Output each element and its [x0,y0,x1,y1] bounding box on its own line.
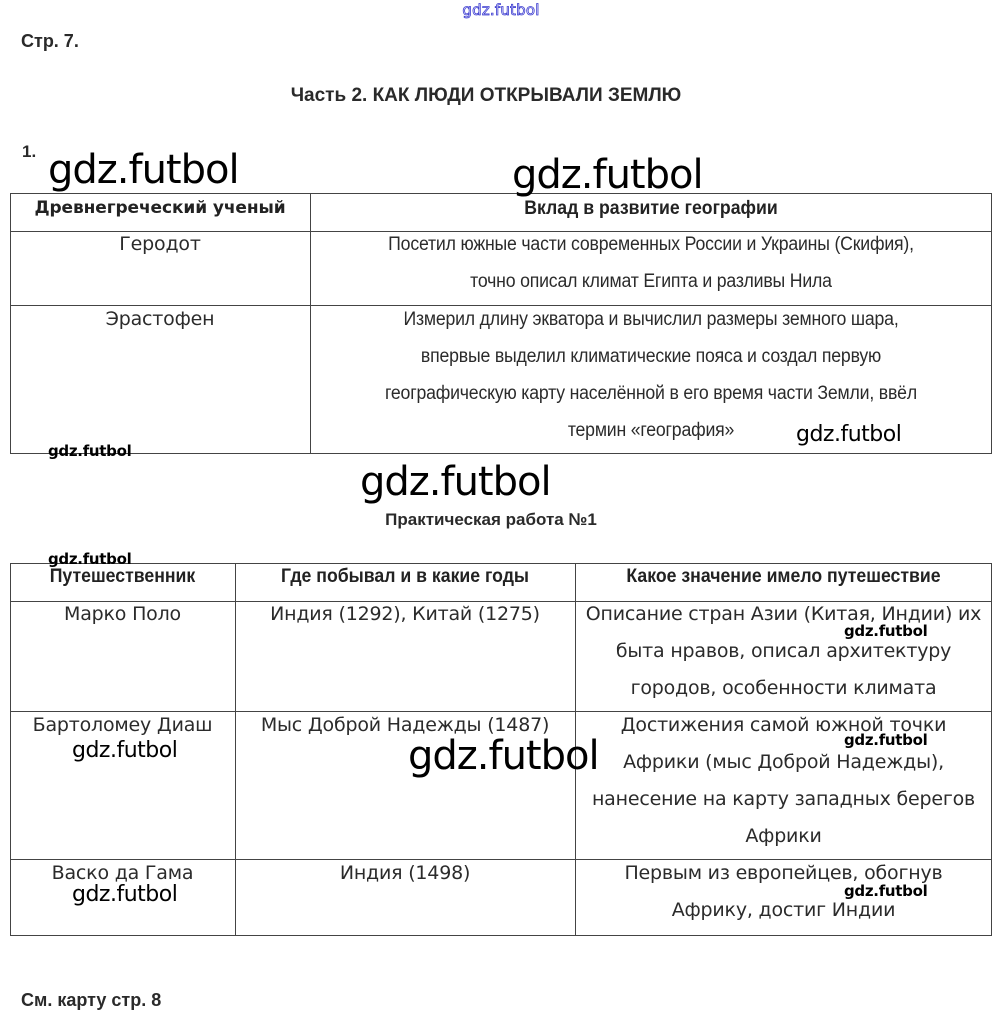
page-reference: Стр. 7. [21,31,79,51]
text-line: термин «география» [567,420,735,441]
text-line: Достижения самой южной точки [620,714,947,736]
text-line: географическую карту населённой в его время части Земли, ввёл [385,383,917,404]
text-line: Африку, достиг Индии [671,899,896,921]
table2-cell-significance [575,596,992,707]
text-line: Первым из европейцев, обогнув [624,862,943,884]
table2-cell-places: Индия (1292), Китай (1275) [270,603,540,625]
text-line: городов, особенности климата [630,677,937,699]
table1-header-scientist: Древнегреческий ученый [34,198,286,218]
table2-header-significance: Какое значение имело путешествие [626,566,941,587]
table2-cell-traveler: Васко да Гама [51,862,194,884]
task-number: 1. [22,142,37,161]
watermark: gdz.futbol [48,147,239,193]
table1-cell-contribution [310,226,992,300]
text-line: Посетил южные части современных России и Украины (Скифия), [388,234,914,255]
watermark: gdz.futbol [48,550,132,568]
table2-cell-significance [575,707,992,855]
watermark: gdz.futbol [512,152,703,198]
text-line: точно описал климат Египта и разливы Нила [470,271,832,292]
table1-cell-scientist: Геродот [119,233,201,255]
watermark: gdz.futbol [72,738,178,763]
table2-header-traveler: Путешественник [49,566,196,587]
table2-cell-places: Мыс Доброй Надежды (1487) [260,714,550,736]
watermark-top: gdz.futbol [462,1,540,19]
watermark: gdz.futbol [796,422,902,447]
watermark: gdz.futbol [48,442,132,460]
watermark: gdz.futbol [844,622,928,640]
text-line: нанесение на карту западных берегов [591,788,976,810]
watermark: gdz.futbol [72,882,178,907]
text-line: впервые выделил климатические пояса и создал первую [420,346,882,367]
table2-cell-traveler: Бартоломеу Диаш [32,714,213,736]
table2-cell-traveler: Марко Поло [64,603,181,625]
see-map-note: См. карту стр. 8 [21,990,162,1010]
watermark: gdz.futbol [408,733,599,779]
text-line: быта нравов, описал архитектуру [615,640,952,662]
text-line: Африки (мыс Доброй Надежды), [623,751,944,773]
text-line: Африки [745,825,822,847]
table2-cell-places: Индия (1498) [339,862,471,884]
table1-header-contribution: Вклад в развитие географии [524,198,778,219]
table1-cell-scientist: Эрастофен [105,308,215,330]
practical-work-title: Практическая работа №1 [385,510,597,529]
watermark: gdz.futbol [844,882,928,900]
text-line: Описание стран Азии (Китая, Индии) их [585,603,982,625]
watermark: gdz.futbol [844,731,928,749]
part-title: Часть 2. КАК ЛЮДИ ОТКРЫВАЛИ ЗЕМЛЮ [290,85,682,106]
table2-cell-significance [575,855,992,929]
text-line: Измерил длину экватора и вычислил размеры земного шара, [403,309,899,330]
table2-header-places: Где побывал и в какие годы [280,566,530,587]
watermark: gdz.futbol [360,459,551,505]
